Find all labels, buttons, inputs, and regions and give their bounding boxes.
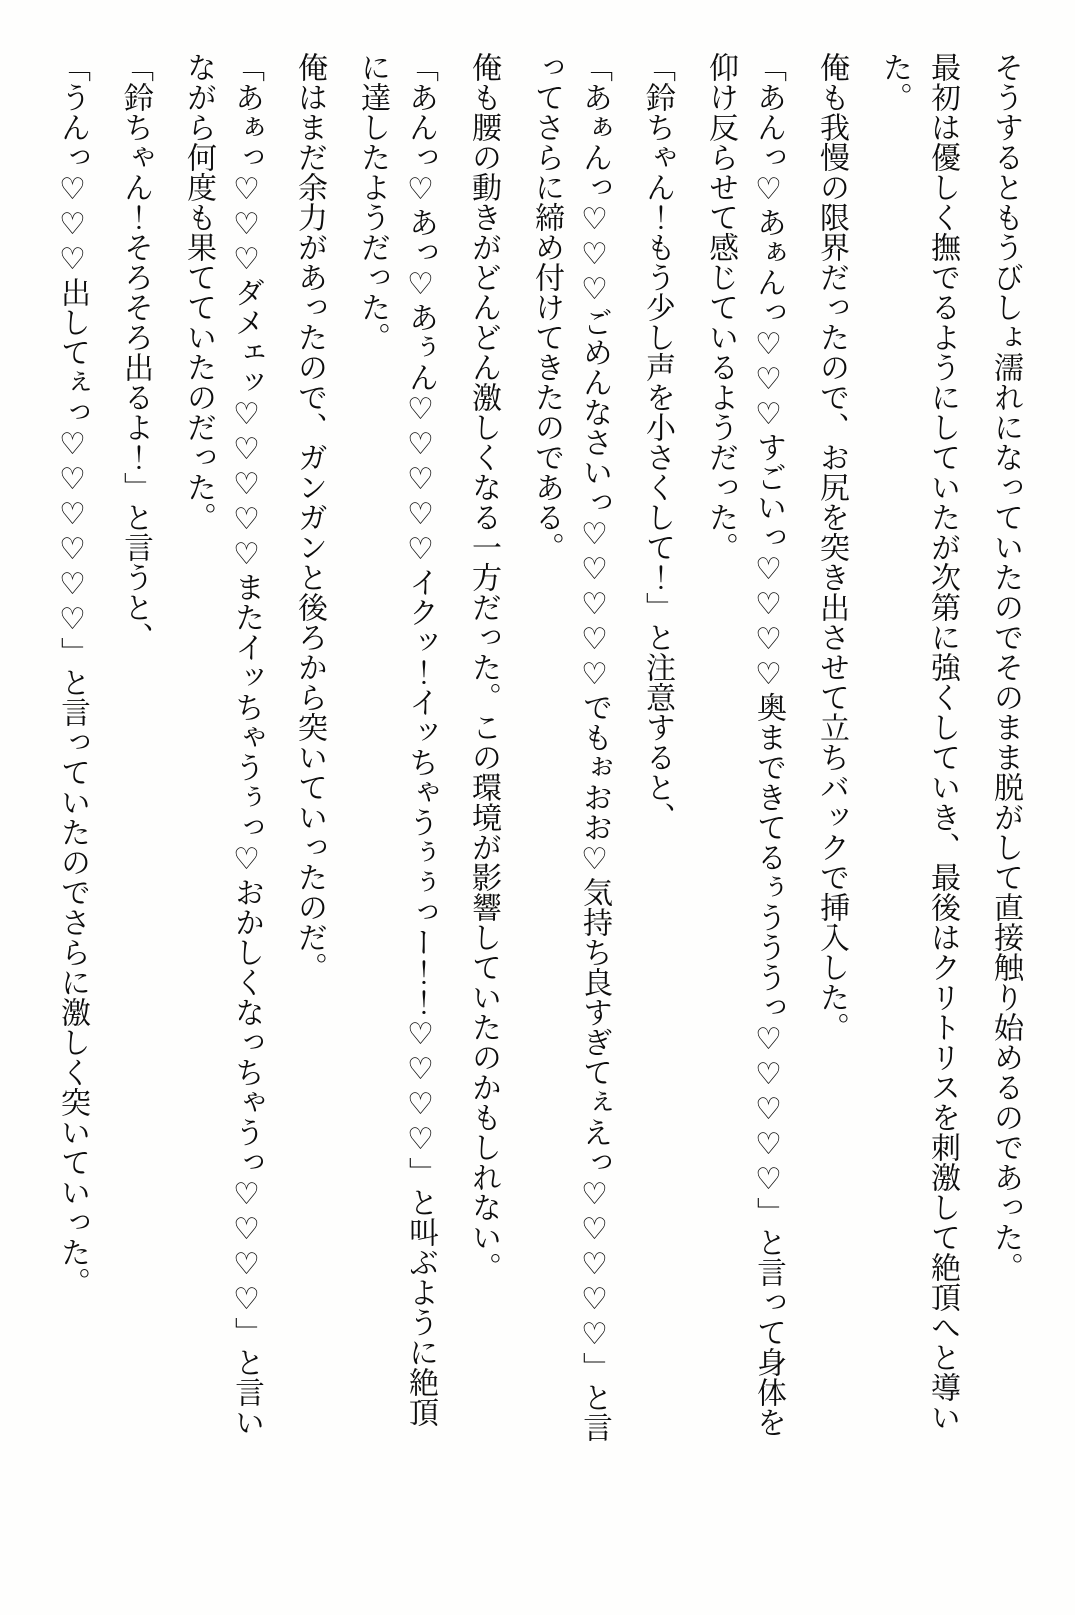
- paragraph: そうするともうびしょ濡れになっていたのでそのまま脱がして直接触り始めるのであった。: [989, 52, 1022, 1282]
- paragraph: 「あんっ♡あぁんっ♡♡♡すごいっ♡♡♡♡奥まできてるぅうううっ♡♡♡♡♡」と言って身体を仰け反らせて感じているようだった。: [704, 52, 785, 1437]
- paragraph: 「鈴ちゃん！もう少し声を小さくして！」と注意すると、: [641, 52, 674, 832]
- paragraph: 俺も腰の動きがどんどん激しくなる一方だった。この環境が影響していたのかもしれない。: [467, 52, 500, 1282]
- paragraph: 「鈴ちゃん！そろそろ出るよ！」と言うと、: [119, 52, 152, 652]
- paragraph: 最初は優しく撫でるようにしていたが次第に強くしていき、最後はクリトリスを刺激して絶頂へと導いた。: [878, 52, 959, 1432]
- paragraph: 「あんっ♡あっ♡あぅん♡♡♡♡♡イクッ！イッちゃうぅぅっー！！♡♡♡♡」と叫ぶように絶頂に達したようだった。: [356, 52, 437, 1427]
- paragraph: 「あぁっ♡♡♡ダメェッ♡♡♡♡♡またイッちゃうぅっ♡おかしくなっちゃうっ♡♡♡♡」と言いながら何度も果てていたのだった。: [182, 52, 263, 1437]
- novel-text-body: [48, 52, 1029, 1454]
- paragraph: 「あぁんっ♡♡♡ごめんなさいっ♡♡♡♡♡でもぉおお♡気持ち良すぎてぇえっ♡♡♡♡♡」と言ってさらに締め付けてきたのである。: [530, 52, 611, 1442]
- paragraph: 俺も我慢の限界だったので、お尻を突き出させて立ちバックで挿入した。: [815, 52, 848, 1042]
- paragraph: 「うんっ♡♡♡出してぇっ♡♡♡♡♡♡」と言っていたのでさらに激しく突いていった。: [56, 52, 89, 1297]
- paragraph: 俺はまだ余力があったので、ガンガンと後ろから突いていったのだ。: [293, 52, 326, 982]
